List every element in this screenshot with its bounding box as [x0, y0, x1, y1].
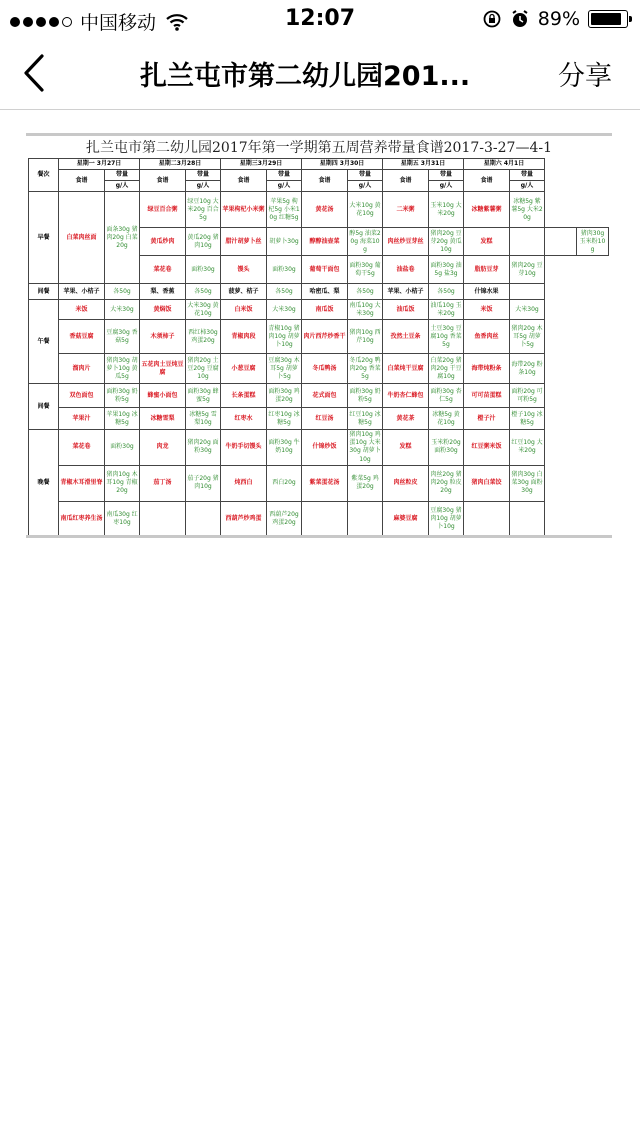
menu-dish: 米饭: [59, 300, 105, 320]
menu-amount: 胡萝卜30g: [267, 228, 302, 256]
menu-dish: 冬瓜鸭汤: [302, 354, 348, 384]
table-row: [29, 408, 609, 430]
menu-dish: 腊汁胡萝卜丝: [221, 228, 267, 256]
menu-amount: 面粉30g 杏仁5g: [429, 384, 464, 408]
recipe-header: 食谱: [383, 170, 429, 192]
alarm-icon: [510, 9, 530, 29]
menu-amount: 红豆10g 冰糖5g: [348, 408, 383, 430]
meal-column-header: 餐次: [29, 159, 59, 192]
menu-dish: 蜂蜜小面包: [140, 384, 186, 408]
menu-dish: 菜花卷: [59, 430, 105, 465]
menu-dish: 菠萝、桔子: [221, 284, 267, 300]
menu-dish: 哈密瓜、梨: [302, 284, 348, 300]
menu-dish: 西葫芦炒鸡蛋: [221, 501, 267, 537]
unit-header: g/人: [105, 181, 140, 192]
amount-header: 带量: [348, 170, 383, 181]
empty-cell: [464, 501, 510, 537]
status-time: 12:07: [284, 6, 356, 31]
menu-amount: 猪肉30g 胡萝卜10g 黄瓜5g: [105, 354, 140, 384]
menu-amount: 面粉30g 牛奶10g: [267, 430, 302, 465]
recipe-header: 食谱: [302, 170, 348, 192]
menu-dish: 孜然土豆条: [383, 320, 429, 354]
menu-dish: 菜花卷: [140, 256, 186, 284]
empty-cell: [510, 501, 545, 537]
menu-amount: 面粉30g 蜂蜜5g: [186, 384, 221, 408]
amount-header: 带量: [186, 170, 221, 181]
table-subheader-row: [29, 170, 609, 181]
menu-amount: 白菜20g 猪肉20g 干豆腐10g: [429, 354, 464, 384]
menu-dish: 长条蛋糕: [221, 384, 267, 408]
table-row: [29, 465, 609, 501]
menu-dish: 黄焖饭: [140, 300, 186, 320]
menu-dish: 苹果汁: [59, 408, 105, 430]
menu-dish: 白米饭: [221, 300, 267, 320]
menu-dish: 白菜肉丝面: [59, 192, 105, 284]
table-row: [29, 354, 609, 384]
menu-dish: 炖西白: [221, 465, 267, 501]
unit-header: g/人: [348, 181, 383, 192]
menu-amount: 冬瓜20g 鸭肉20g 香菜5g: [348, 354, 383, 384]
table-row: [29, 284, 609, 300]
empty-cell: [348, 501, 383, 537]
meal-label-snack: 间餐: [29, 284, 59, 300]
menu-amount: 冰糖5g 紫薯5g 大米20g: [510, 192, 545, 228]
menu-amount: 南瓜30g 红枣10g: [105, 501, 140, 537]
menu-amount: 猪肉10g 西芹10g: [348, 320, 383, 354]
menu-amount: 豆腐30g 香菇5g: [105, 320, 140, 354]
menu-dish: 绿豆百合粥: [140, 192, 186, 228]
menu-amount: 面粉30g 奶粉5g: [105, 384, 140, 408]
rotation-lock-icon: [482, 9, 502, 29]
day-header: 星期五 3月31日: [383, 159, 464, 170]
menu-dish: 梨、香蕉: [140, 284, 186, 300]
menu-dish: 青椒木耳滑里脊: [59, 465, 105, 501]
menu-amount: 各50g: [105, 284, 140, 300]
day-header: 星期三3月29日: [221, 159, 302, 170]
menu-table: [28, 158, 609, 538]
menu-amount: 面粉30g 油5g 盐3g: [429, 256, 464, 284]
menu-amount: 面粉30g 奶粉5g: [348, 384, 383, 408]
menu-amount: 猪肉20g 土豆20g 豆腐10g: [186, 354, 221, 384]
status-bar: [0, 0, 640, 38]
menu-amount: 面粉30g: [267, 256, 302, 284]
menu-dish: 醇醇油壶菜: [302, 228, 348, 256]
menu-amount: 大米30g: [510, 300, 545, 320]
menu-amount: 面粉30g 葡萄干5g: [348, 256, 383, 284]
menu-amount: 冰糖5g 雪梨10g: [186, 408, 221, 430]
menu-amount: 各50g: [348, 284, 383, 300]
menu-amount: 苹果5g 枸杞5g 小米10g 红糖5g: [267, 192, 302, 228]
menu-amount: 青椒10g 猪肉10g 胡萝卜10g: [267, 320, 302, 354]
recipe-header: 食谱: [140, 170, 186, 192]
menu-amount: 大米30g 黄花10g: [186, 300, 221, 320]
menu-dish: 冰糖雪梨: [140, 408, 186, 430]
menu-dish: 南瓜红枣养生汤: [59, 501, 105, 537]
menu-dish: 肉丝炒豆芽丝: [383, 228, 429, 256]
menu-amount: 冰糖5g 黄花10g: [429, 408, 464, 430]
menu-amount: 猪肉20g 豆芽10g: [510, 256, 545, 284]
menu-amount: 猪肉30g 玉米粉10g: [577, 228, 609, 256]
unit-header: g/人: [510, 181, 545, 192]
menu-dish: 馒头: [221, 256, 267, 284]
table-row: [29, 501, 609, 537]
menu-amount: 猪肉10g 木耳10g 青椒20g: [105, 465, 140, 501]
document-title: 扎兰屯市第二幼儿园2017年第一学期第五周营养带量食谱2017-3-27—4-1: [86, 140, 552, 156]
menu-dish: 牛奶手切馒头: [221, 430, 267, 465]
menu-dish: 冰糖紫薯粥: [464, 192, 510, 228]
menu-amount: 大米30g: [267, 300, 302, 320]
table-row: [29, 320, 609, 354]
menu-dish: 南瓜饭: [302, 300, 348, 320]
empty-cell: [302, 501, 348, 537]
menu-dish: 牛奶杏仁蜂包: [383, 384, 429, 408]
menu-amount: 猪肉20g 面粉30g: [186, 430, 221, 465]
meal-label-breakfast: 早餐: [29, 192, 59, 284]
menu-amount: 猪肉10g 鸡蛋10g 大米30g 胡萝卜10g: [348, 430, 383, 465]
table-row: [29, 384, 609, 408]
amount-header: 带量: [510, 170, 545, 181]
menu-amount: 玉米粉20g 面粉30g: [429, 430, 464, 465]
menu-dish: 紫菜蛋花汤: [302, 465, 348, 501]
menu-dish: 红豆粥米饭: [464, 430, 510, 465]
menu-amount: 绿豆10g 大米20g 百合5g: [186, 192, 221, 228]
menu-amount: 油瓜10g 玉米20g: [429, 300, 464, 320]
menu-dish: 黄瓜炒肉: [140, 228, 186, 256]
amount-header: 带量: [429, 170, 464, 181]
menu-dish: 发糕: [464, 228, 510, 256]
menu-amount: 面粉30g: [186, 256, 221, 284]
menu-amount: 猪肉30g 白菜30g 面粉30g: [510, 465, 545, 501]
menu-dish: 茄丁汤: [140, 465, 186, 501]
menu-dish: 肉丝粒皮: [383, 465, 429, 501]
meal-label-snack: 间餐: [29, 384, 59, 430]
menu-dish: 苹果枸杞小米粥: [221, 192, 267, 228]
page-title: 扎兰屯市第二幼儿园201...: [140, 61, 471, 92]
menu-dish: 肉龙: [140, 430, 186, 465]
menu-amount: 猪肉20g 木耳5g 胡萝卜5g: [510, 320, 545, 354]
share-button[interactable]: 分享: [558, 61, 612, 92]
menu-amount: 猪肉20g 豆芽20g 黄瓜10g: [429, 228, 464, 256]
day-header: 星期一 3月27日: [59, 159, 140, 170]
menu-amount: 各50g: [429, 284, 464, 300]
menu-amount: 西葫芦20g 鸡蛋20g: [267, 501, 302, 537]
day-header: 星期六 4月1日: [464, 159, 545, 170]
menu-dish: 青椒肉段: [221, 320, 267, 354]
table-row: [29, 300, 609, 320]
menu-amount: 大米10g 黄花10g: [348, 192, 383, 228]
menu-amount: 苹果10g 冰糖5g: [105, 408, 140, 430]
nav-bar: [0, 38, 640, 110]
battery-percent: 89%: [537, 8, 580, 30]
back-button[interactable]: [18, 50, 58, 96]
menu-dish: 溜肉片: [59, 354, 105, 384]
menu-dish: 红豆汤: [302, 408, 348, 430]
menu-amount: 黄瓜20g 猪肉10g: [186, 228, 221, 256]
menu-amount: 玉米10g 大米20g: [429, 192, 464, 228]
menu-amount: 海带20g 粉条10g: [510, 354, 545, 384]
recipe-header: 食谱: [59, 170, 105, 192]
amount-header: 带量: [267, 170, 302, 181]
meal-label-dinner: 晚餐: [29, 430, 59, 537]
menu-dish: 五花肉土豆炖豆腐: [140, 354, 186, 384]
menu-dish: 什锦水果: [464, 284, 510, 300]
menu-dish: 猪肉白菜饺: [464, 465, 510, 501]
menu-dish: 白菜炖干豆腐: [383, 354, 429, 384]
empty-cell: [140, 501, 186, 537]
menu-amount: 大米30g: [105, 300, 140, 320]
menu-dish: 黄花茶: [383, 408, 429, 430]
menu-amount: 红豆10g 大米20g: [510, 430, 545, 465]
meal-label-lunch: 午餐: [29, 300, 59, 384]
menu-amount: 面条30g 猪肉20g 白菜20g: [105, 192, 140, 284]
battery-fill: [591, 13, 621, 25]
menu-dish: 麻婆豆腐: [383, 501, 429, 537]
menu-amount: 各50g: [267, 284, 302, 300]
menu-dish: 海带炖粉条: [464, 354, 510, 384]
menu-amount: 西红柿30g 鸡蛋20g: [186, 320, 221, 354]
menu-dish: 鱼香肉丝: [464, 320, 510, 354]
menu-dish: 油瓜饭: [383, 300, 429, 320]
menu-amount: 豆腐30g 猪肉10g 胡萝卜10g: [429, 501, 464, 537]
amount-header: 带量: [105, 170, 140, 181]
menu-amount: 西白20g: [267, 465, 302, 501]
menu-dish: [545, 228, 577, 256]
empty-cell: [186, 501, 221, 537]
menu-dish: 什锦炒饭: [302, 430, 348, 465]
menu-amount: 面粉20g 可可粉5g: [510, 384, 545, 408]
menu-amount: 面粉30g 鸡蛋20g: [267, 384, 302, 408]
unit-header: g/人: [186, 181, 221, 192]
menu-dish: 双色面包: [59, 384, 105, 408]
menu-amount: 茄子20g 猪肉10g: [186, 465, 221, 501]
menu-dish: 油盐卷: [383, 256, 429, 284]
menu-amount: 南瓜10g 大米30g: [348, 300, 383, 320]
menu-amount: 醇5g 油菜20g 海菜10g: [348, 228, 383, 256]
document-bottom-border: [26, 535, 612, 538]
menu-amount: [510, 228, 545, 256]
menu-dish: 橙子汁: [464, 408, 510, 430]
menu-dish: 小葱豆腐: [221, 354, 267, 384]
day-header: 星期二3月28日: [140, 159, 221, 170]
day-header: 星期四 3月30日: [302, 159, 383, 170]
menu-amount: 面粉30g: [105, 430, 140, 465]
menu-document-image[interactable]: [26, 133, 612, 539]
menu-amount: 橙子10g 冰糖5g: [510, 408, 545, 430]
menu-amount: 紫菜5g 鸡蛋20g: [348, 465, 383, 501]
unit-header: g/人: [429, 181, 464, 192]
menu-dish: 二米粥: [383, 192, 429, 228]
menu-dish: 苹果、小桔子: [59, 284, 105, 300]
menu-dish: 米饭: [464, 300, 510, 320]
menu-dish: 木须柿子: [140, 320, 186, 354]
recipe-header: 食谱: [464, 170, 510, 192]
menu-dish: 黄花汤: [302, 192, 348, 228]
table-row: [29, 430, 609, 465]
menu-dish: 可可苗蛋糕: [464, 384, 510, 408]
menu-dish: 花式面包: [302, 384, 348, 408]
document-top-border: [26, 133, 612, 136]
menu-amount: 土豆30g 豆腐10g 香菜5g: [429, 320, 464, 354]
menu-amount: 豆腐30g 木耳5g 胡萝卜5g: [267, 354, 302, 384]
menu-dish: 苹果、小桔子: [383, 284, 429, 300]
menu-amount: 各50g: [186, 284, 221, 300]
table-row: [29, 192, 609, 228]
battery-icon: [588, 10, 628, 28]
unit-header: g/人: [267, 181, 302, 192]
menu-amount: [510, 284, 545, 300]
status-right: [482, 8, 628, 30]
menu-dish: 葡萄干面包: [302, 256, 348, 284]
menu-dish: 脂肪豆芽: [464, 256, 510, 284]
menu-dish: 发糕: [383, 430, 429, 465]
carrier-name: 中国移动: [80, 12, 157, 34]
menu-dish: 肉片西芹炒香干: [302, 320, 348, 354]
recipe-header: 食谱: [221, 170, 267, 192]
menu-dish: 香菇豆腐: [59, 320, 105, 354]
menu-amount: 红枣10g 冰糖5g: [267, 408, 302, 430]
menu-amount: 肉丝20g 猪肉20g 粒皮20g: [429, 465, 464, 501]
table-header-row: [29, 159, 609, 170]
menu-dish: 红枣水: [221, 408, 267, 430]
